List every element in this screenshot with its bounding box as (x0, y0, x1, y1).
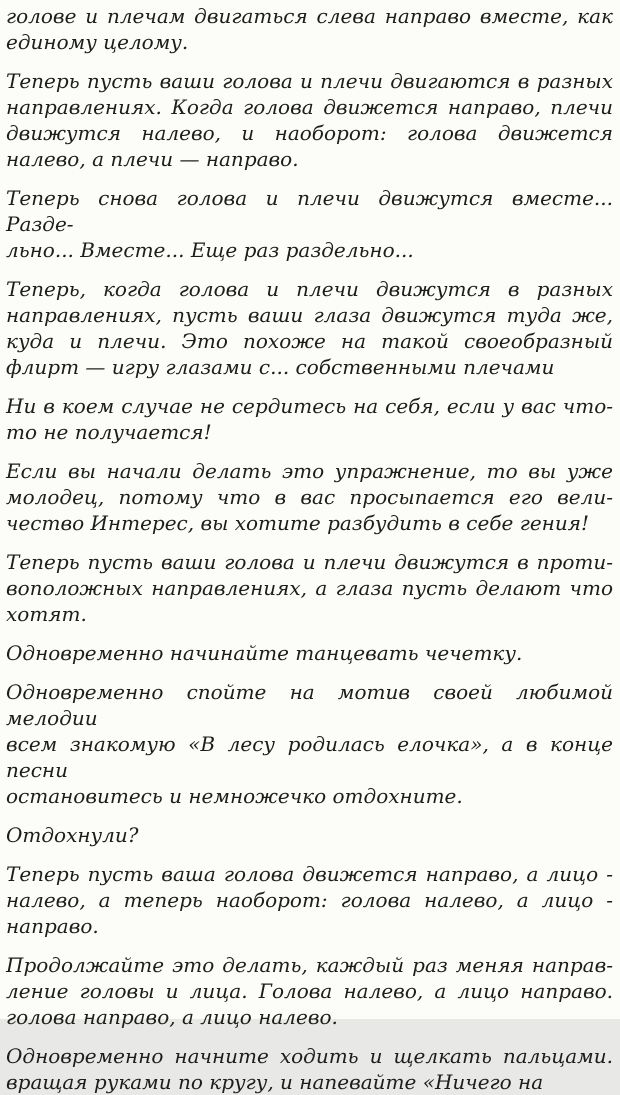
paragraph (6, 68, 613, 172)
paragraph-line: Одновременно спойте на мотив своей любимой мелодии (6, 680, 613, 730)
paragraph-line: чество Интерес, вы хотите разбудить в себе гения! (6, 511, 589, 535)
paragraph (6, 458, 613, 536)
paragraph-line: Продолжайте это делать, каждый раз меняя направ- (6, 953, 613, 977)
paragraph-line: Теперь пусть ваши голова и плечи движутся в проти- (6, 550, 613, 574)
paragraph-line: Теперь, когда голова и плечи движутся в разных (6, 277, 613, 301)
paragraph-line: флирт — игру глазами с... собственными плечами (6, 355, 555, 379)
paragraph (6, 393, 613, 445)
paragraph (6, 185, 613, 263)
paragraph-line: вращая руками по кругу, и напевайте «Ничего на (6, 1070, 544, 1094)
paragraph (6, 822, 613, 848)
paragraph-line: налево, а плечи — направо. (6, 147, 299, 171)
paragraph-line: Одновременно начните ходить и щелкать пальцами. (6, 1044, 613, 1068)
paragraph-line: Если вы начали делать это упражнение, то вы уже (6, 459, 613, 483)
paragraph-line: Теперь снова голова и плечи движутся вместе... Разде- (6, 186, 613, 236)
paragraph-line: Теперь пусть ваша голова движется направо, а лицо - (6, 862, 613, 886)
paragraph-line: единому целому. (6, 30, 189, 54)
paragraph-line: голова направо, а лицо налево. (6, 1005, 338, 1029)
paragraph-line: направлениях, пусть ваши глаза движутся туда же, (6, 303, 613, 327)
paragraph (6, 640, 613, 666)
paragraph (6, 861, 613, 939)
paragraph (6, 276, 613, 380)
paragraph-line: воположных направлениях, а глаза пусть делают что (6, 576, 613, 600)
paragraph-line: Одновременно начинайте танцевать чечетку. (6, 641, 523, 665)
paragraph-line: голове и плечам двигаться слева направо вместе, как (6, 4, 613, 28)
paragraph-line: движутся налево, и наоборот: голова движется (6, 121, 613, 145)
paragraph (6, 549, 613, 627)
paragraph (6, 3, 613, 55)
paragraph-line: налево, а теперь наоборот: голова налево, а лицо - (6, 888, 613, 912)
paragraph-line: остановитесь и немножечко отдохните. (6, 784, 463, 808)
paragraph-line: молодец, потому что в вас просыпается его вели- (6, 485, 613, 509)
paragraph-line: Ни в коем случае не сердитесь на себя, если у вас что- (6, 394, 613, 418)
paragraph-line: льно... Вместе... Еще раз раздельно... (6, 238, 414, 262)
paragraph-line: Отдохнули? (6, 823, 139, 847)
paragraph-line: направо. (6, 914, 99, 938)
paragraph-line: всем знакомую «В лесу родилась елочка», а в конце песни (6, 732, 613, 782)
paragraph-line: то не получается! (6, 420, 212, 444)
paragraph-line: хотят. (6, 602, 87, 626)
paragraph (6, 679, 613, 809)
paragraph-line: куда и плечи. Это похоже на такой своеобразный (6, 329, 613, 353)
text-column (6, 3, 613, 1095)
paragraph (6, 1043, 613, 1095)
paragraph-line: Теперь пусть ваши голова и плечи двигаются в разных (6, 69, 613, 93)
paragraph-line: направлениях. Когда голова движется направо, плечи (6, 95, 613, 119)
paragraph-line: ление головы и лица. Голова налево, а лицо направо. (6, 979, 613, 1003)
paragraph (6, 952, 613, 1030)
